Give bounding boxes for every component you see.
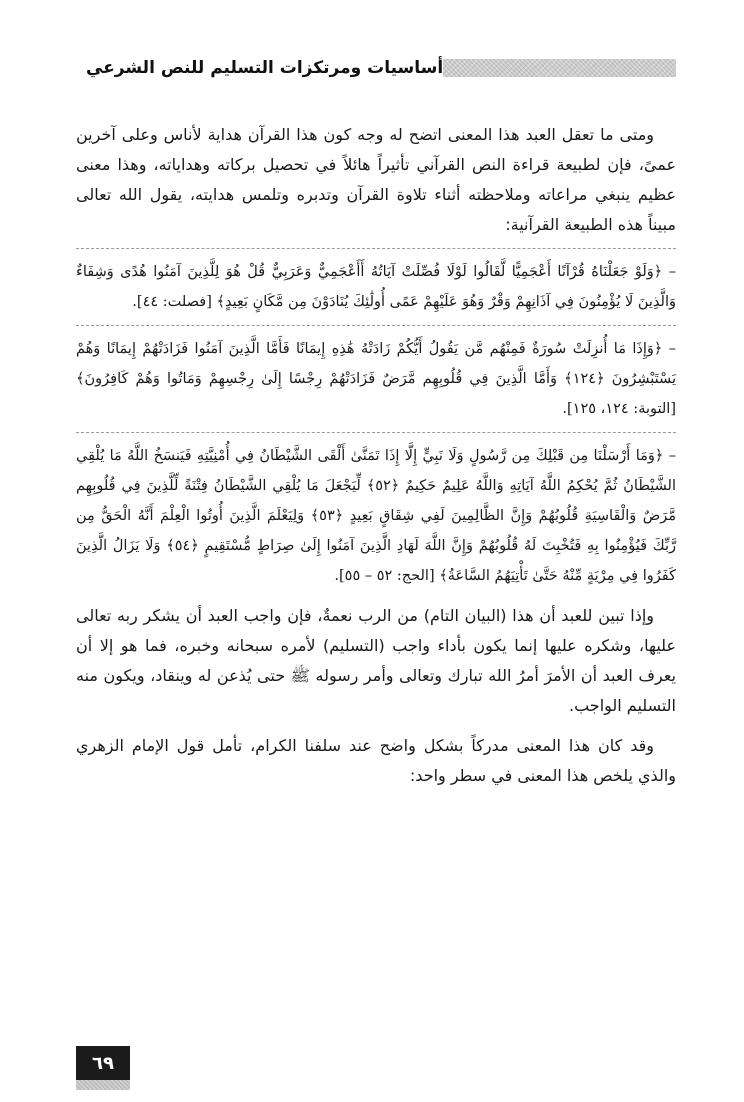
page-body [76,120,676,791]
page-number-decorative-band [76,1080,130,1090]
spacer [76,591,676,601]
header-decorative-band [443,59,676,77]
quran-verse-tawbah: – ﴿وَإِذَا مَا أُنزِلَتْ سُورَةٌ فَمِنْهُم مَّن يَقُولُ أَيُّكُمْ زَادَتْهُ هَٰذِهِ إِيمَانًا فَأَمَّا الَّذِينَ آمَنُوا فَزَادَتْهُمْ إِيمَانًا وَهُمْ يَسْتَبْشِرُونَ ﴿١٢٤﴾ وَأَمَّا الَّذِينَ فِي قُلُوبِهِم مَّرَضٌ فَزَادَتْهُمْ رِجْسًا إِلَىٰ رِجْسِهِمْ وَمَاتُوا وَهُمْ كَافِرُونَ﴾ [التوبة: ١٢٤، ١٢٥]. [76,341,677,417]
paragraph-salaf: وقد كان هذا المعنى مدركاً بشكل واضح عند سلفنا الكرام، تأمل قول الإمام الزهري والذي يلخص هذا المعنى في سطر واحد: [76,736,676,785]
section-divider [76,432,676,433]
paragraph-gratitude: وإذا تبين للعبد أن هذا (البيان التام) من الرب نعمةٌ، فإن واجب العبد أن يشكر ربه تعالى عليها، وشكره عليها إنما يكون بأداء واجب (التسليم) لأمره سبحانه وخبره، فما هو إلا أن يعرف العبد أن الأمرَ أمرُ الله تبارك وتعالى وأمر رسوله ﷺ حتى يُذعن له وينقاد، ويكون منه التسليم الواجب. [76,606,676,715]
running-header [76,54,676,82]
quran-verse-fussilat: – ﴿وَلَوْ جَعَلْنَاهُ قُرْآنًا أَعْجَمِيًّا لَّقَالُوا لَوْلَا فُصِّلَتْ آيَاتُهُ أَأَعْجَمِيٌّ وَعَرَبِيٌّ قُلْ هُوَ لِلَّذِينَ آمَنُوا هُدًى وَشِفَاءٌ وَالَّذِينَ لَا يُؤْمِنُونَ فِي آذَانِهِمْ وَقْرٌ وَهُوَ عَلَيْهِمْ عَمًى أُولَٰئِكَ يُنَادَوْنَ مِن مَّكَانٍ بَعِيدٍ﴾ [فصلت: ٤٤]. [76,264,676,310]
section-divider [76,248,676,249]
spacer [76,721,676,731]
section-divider [76,325,676,326]
page-number: ٦٩ [76,1046,130,1080]
intro-paragraph: ومتى ما تعقل العبد هذا المعنى اتضح له وجه كون هذا القرآن هداية لأناس وعلى آخرين عمىً، فإن لطبيعة قراءة النص القرآني تأثيراً هائلاً في تحصيل بركاته وهداياته، وهذا معنى عظيم ينبغي مراعاته وملاحظته أثناء تلاوة القرآن وتدبره وتلمس هدايته، يقول الله تعالى مبيناً هذه الطبيعة القرآنية: [76,125,676,234]
running-header-title: أساسيات ومرتكزات التسليم للنص الشرعي [86,58,444,78]
page-footer [76,1046,676,1086]
quran-verse-hajj: – ﴿وَمَا أَرْسَلْنَا مِن قَبْلِكَ مِن رَّسُولٍ وَلَا نَبِيٍّ إِلَّا إِذَا تَمَنَّىٰ أَلْقَى الشَّيْطَانُ فِي أُمْنِيَّتِهِ فَيَنسَخُ اللَّهُ مَا يُلْقِي الشَّيْطَانُ ثُمَّ يُحْكِمُ اللَّهُ آيَاتِهِ وَاللَّهُ عَلِيمٌ حَكِيمٌ ﴿٥٢﴾ لِّيَجْعَلَ مَا يُلْقِي الشَّيْطَانُ فِتْنَةً لِّلَّذِينَ فِي قُلُوبِهِم مَّرَضٌ وَالْقَاسِيَةِ قُلُوبُهُمْ وَإِنَّ الظَّالِمِينَ لَفِي شِقَاقٍ بَعِيدٍ ﴿٥٣﴾ وَلِيَعْلَمَ الَّذِينَ أُوتُوا الْعِلْمَ أَنَّهُ الْحَقُّ مِن رَّبِّكَ فَيُؤْمِنُوا بِهِ فَتُخْبِتَ لَهُ قُلُوبُهُمْ وَإِنَّ اللَّهَ لَهَادِ الَّذِينَ آمَنُوا إِلَىٰ صِرَاطٍ مُّسْتَقِيمٍ ﴿٥٤﴾ وَلَا يَزَالُ الَّذِينَ كَفَرُوا فِي مِرْيَةٍ مِّنْهُ حَتَّىٰ تَأْتِيَهُمُ السَّاعَةُ﴾ [الحج: ٥٢ – ٥٥]. [76,448,677,584]
